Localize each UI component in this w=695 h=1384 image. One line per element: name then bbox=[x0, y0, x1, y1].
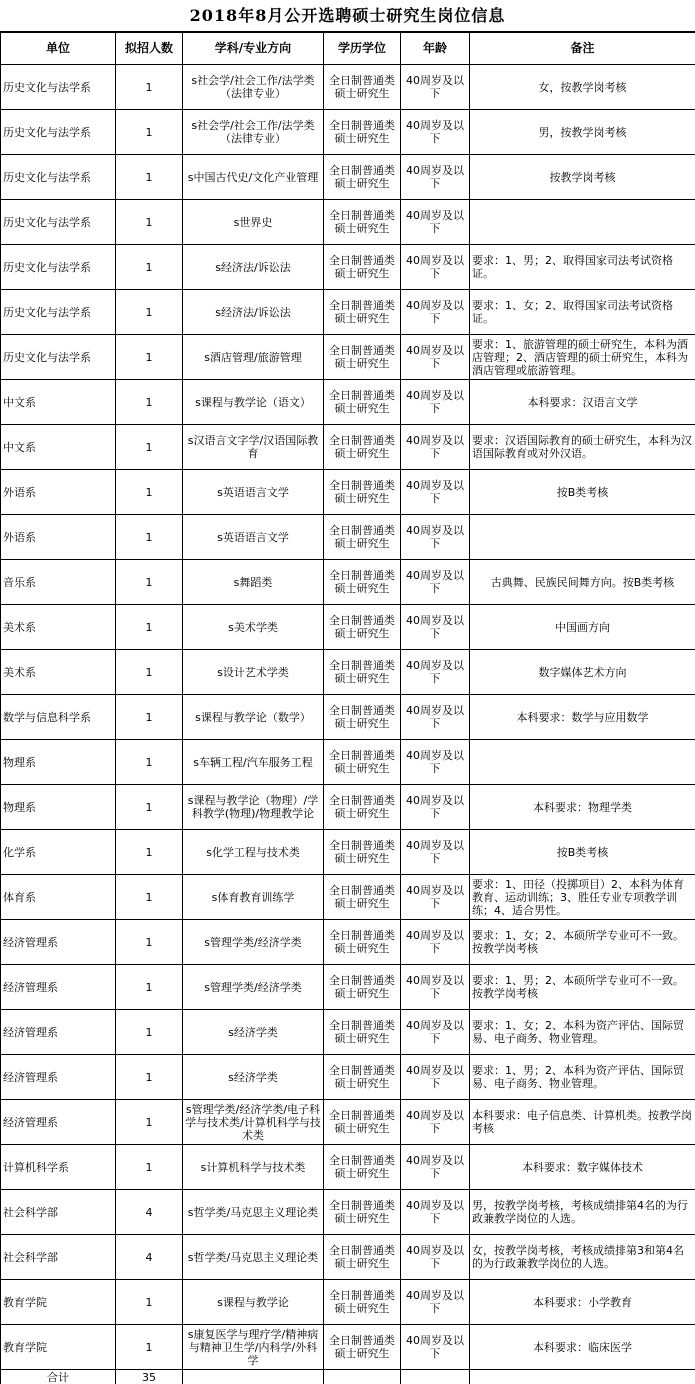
cell-major: s舞蹈类 bbox=[183, 560, 324, 605]
cell-num: 1 bbox=[116, 830, 183, 875]
cell-age: 40周岁及以下 bbox=[401, 110, 470, 155]
cell-num: 1 bbox=[116, 200, 183, 245]
total-num: 35 bbox=[116, 1370, 183, 1384]
cell-unit: 美术系 bbox=[1, 650, 116, 695]
cell-note: 要求：1、女；2、取得国家司法考试资格证。 bbox=[470, 290, 695, 335]
cell-degree: 全日制普通类硕士研究生 bbox=[324, 1280, 401, 1325]
cell-age: 40周岁及以下 bbox=[401, 740, 470, 785]
cell-degree: 全日制普通类硕士研究生 bbox=[324, 785, 401, 830]
table-row bbox=[1, 200, 695, 245]
cell-num: 1 bbox=[116, 560, 183, 605]
cell-degree: 全日制普通类硕士研究生 bbox=[324, 110, 401, 155]
cell-num: 1 bbox=[116, 155, 183, 200]
table-row bbox=[1, 560, 695, 605]
cell-degree: 全日制普通类硕士研究生 bbox=[324, 155, 401, 200]
cell-age: 40周岁及以下 bbox=[401, 335, 470, 380]
table-body bbox=[1, 65, 695, 1384]
cell-major: s经济学类 bbox=[183, 1055, 324, 1100]
cell-degree: 全日制普通类硕士研究生 bbox=[324, 1190, 401, 1235]
cell-num: 1 bbox=[116, 65, 183, 110]
cell-note: 本科要求：临床医学 bbox=[470, 1325, 695, 1370]
cell-age: 40周岁及以下 bbox=[401, 290, 470, 335]
cell-note: 要求：1、女；2、本科为资产评估、国际贸易、电子商务、物业管理。 bbox=[470, 1010, 695, 1055]
cell-note: 要求：1、男；2、本硕所学专业可不一致。按教学岗考核 bbox=[470, 965, 695, 1010]
cell-degree: 全日制普通类硕士研究生 bbox=[324, 1145, 401, 1190]
cell-unit: 计算机科学系 bbox=[1, 1145, 116, 1190]
cell-note: 按B类考核 bbox=[470, 830, 695, 875]
table-row bbox=[1, 965, 695, 1010]
cell-degree: 全日制普通类硕士研究生 bbox=[324, 1100, 401, 1145]
cell-degree: 全日制普通类硕士研究生 bbox=[324, 875, 401, 920]
cell-degree: 全日制普通类硕士研究生 bbox=[324, 1055, 401, 1100]
cell-degree: 全日制普通类硕士研究生 bbox=[324, 65, 401, 110]
cell-age: 40周岁及以下 bbox=[401, 875, 470, 920]
cell-major: s管理学类/经济学类 bbox=[183, 965, 324, 1010]
cell-note: 要求：汉语国际教育的硕士研究生，本科为汉语国际教育或对外汉语。 bbox=[470, 425, 695, 470]
cell-note: 男，按教学岗考核，考核成绩排第4名的为行政兼教学岗位的人选。 bbox=[470, 1190, 695, 1235]
total-empty-cell bbox=[183, 1370, 324, 1384]
total-row bbox=[1, 1370, 695, 1384]
cell-num: 1 bbox=[116, 290, 183, 335]
table-row bbox=[1, 1280, 695, 1325]
cell-major: s课程与教学论 bbox=[183, 1280, 324, 1325]
cell-age: 40周岁及以下 bbox=[401, 1010, 470, 1055]
cell-num: 1 bbox=[116, 875, 183, 920]
cell-note bbox=[470, 515, 695, 560]
cell-num: 1 bbox=[116, 335, 183, 380]
cell-unit: 历史文化与法学系 bbox=[1, 200, 116, 245]
cell-major: s英语语言文学 bbox=[183, 515, 324, 560]
cell-age: 40周岁及以下 bbox=[401, 380, 470, 425]
table-row bbox=[1, 380, 695, 425]
cell-age: 40周岁及以下 bbox=[401, 1325, 470, 1370]
cell-age: 40周岁及以下 bbox=[401, 1100, 470, 1145]
cell-major: s经济法/诉讼法 bbox=[183, 245, 324, 290]
cell-age: 40周岁及以下 bbox=[401, 650, 470, 695]
cell-age: 40周岁及以下 bbox=[401, 965, 470, 1010]
cell-age: 40周岁及以下 bbox=[401, 425, 470, 470]
cell-major: s康复医学与理疗学/精神病与精神卫生学/内科学/外科学 bbox=[183, 1325, 324, 1370]
total-empty-cell bbox=[401, 1370, 470, 1384]
cell-note: 中国画方向 bbox=[470, 605, 695, 650]
cell-age: 40周岁及以下 bbox=[401, 245, 470, 290]
cell-num: 1 bbox=[116, 785, 183, 830]
table-row bbox=[1, 335, 695, 380]
table-row bbox=[1, 1010, 695, 1055]
table-row bbox=[1, 650, 695, 695]
cell-unit: 历史文化与法学系 bbox=[1, 110, 116, 155]
table-row bbox=[1, 695, 695, 740]
cell-age: 40周岁及以下 bbox=[401, 1055, 470, 1100]
cell-note: 女，按教学岗考核，考核成绩排第3和第4名的为行政兼教学岗位的人选。 bbox=[470, 1235, 695, 1280]
cell-num: 1 bbox=[116, 1145, 183, 1190]
table-row bbox=[1, 155, 695, 200]
cell-degree: 全日制普通类硕士研究生 bbox=[324, 425, 401, 470]
cell-major: s社会学/社会工作/法学类（法律专业） bbox=[183, 110, 324, 155]
table-row bbox=[1, 290, 695, 335]
cell-unit: 美术系 bbox=[1, 605, 116, 650]
cell-major: s中国古代史/文化产业管理 bbox=[183, 155, 324, 200]
cell-unit: 经济管理系 bbox=[1, 1055, 116, 1100]
cell-degree: 全日制普通类硕士研究生 bbox=[324, 605, 401, 650]
cell-note: 本科要求：电子信息类、计算机类。按教学岗考核 bbox=[470, 1100, 695, 1145]
cell-age: 40周岁及以下 bbox=[401, 1190, 470, 1235]
cell-unit: 中文系 bbox=[1, 380, 116, 425]
header-unit: 单位 bbox=[1, 33, 116, 65]
cell-unit: 经济管理系 bbox=[1, 1010, 116, 1055]
table-row bbox=[1, 245, 695, 290]
header-num: 拟招人数 bbox=[116, 33, 183, 65]
cell-unit: 中文系 bbox=[1, 425, 116, 470]
cell-unit: 化学系 bbox=[1, 830, 116, 875]
cell-degree: 全日制普通类硕士研究生 bbox=[324, 965, 401, 1010]
table-row bbox=[1, 110, 695, 155]
cell-age: 40周岁及以下 bbox=[401, 695, 470, 740]
cell-num: 1 bbox=[116, 605, 183, 650]
cell-age: 40周岁及以下 bbox=[401, 1235, 470, 1280]
cell-major: s哲学类/马克思主义理论类 bbox=[183, 1190, 324, 1235]
total-empty-cell bbox=[470, 1370, 695, 1384]
cell-note: 本科要求：小学教育 bbox=[470, 1280, 695, 1325]
cell-age: 40周岁及以下 bbox=[401, 155, 470, 200]
header-age: 年龄 bbox=[401, 33, 470, 65]
cell-num: 1 bbox=[116, 425, 183, 470]
cell-degree: 全日制普通类硕士研究生 bbox=[324, 560, 401, 605]
cell-num: 1 bbox=[116, 470, 183, 515]
cell-note: 数字媒体艺术方向 bbox=[470, 650, 695, 695]
cell-degree: 全日制普通类硕士研究生 bbox=[324, 515, 401, 560]
cell-num: 1 bbox=[116, 740, 183, 785]
cell-age: 40周岁及以下 bbox=[401, 785, 470, 830]
cell-degree: 全日制普通类硕士研究生 bbox=[324, 650, 401, 695]
cell-note: 古典舞、民族民间舞方向。按B类考核 bbox=[470, 560, 695, 605]
table-row bbox=[1, 785, 695, 830]
table-row bbox=[1, 1190, 695, 1235]
table-row bbox=[1, 1055, 695, 1100]
cell-degree: 全日制普通类硕士研究生 bbox=[324, 200, 401, 245]
cell-unit: 经济管理系 bbox=[1, 1100, 116, 1145]
cell-degree: 全日制普通类硕士研究生 bbox=[324, 1010, 401, 1055]
table-row bbox=[1, 1145, 695, 1190]
positions-table bbox=[0, 32, 695, 1384]
cell-unit: 物理系 bbox=[1, 785, 116, 830]
cell-note: 本科要求：物理学类 bbox=[470, 785, 695, 830]
cell-unit: 体育系 bbox=[1, 875, 116, 920]
cell-degree: 全日制普通类硕士研究生 bbox=[324, 740, 401, 785]
cell-age: 40周岁及以下 bbox=[401, 515, 470, 560]
cell-unit: 历史文化与法学系 bbox=[1, 290, 116, 335]
header-row bbox=[1, 33, 695, 65]
cell-major: s世界史 bbox=[183, 200, 324, 245]
cell-degree: 全日制普通类硕士研究生 bbox=[324, 380, 401, 425]
cell-unit: 物理系 bbox=[1, 740, 116, 785]
cell-major: s课程与教学论（语文） bbox=[183, 380, 324, 425]
cell-major: s管理学类/经济学类 bbox=[183, 920, 324, 965]
table-row bbox=[1, 1235, 695, 1280]
cell-unit: 社会科学部 bbox=[1, 1190, 116, 1235]
cell-unit: 历史文化与法学系 bbox=[1, 245, 116, 290]
cell-note: 要求：1、田径（投掷项目）2、本科为体育教育、运动训练；3、胜任专业专项教学训练；4、适合男性。 bbox=[470, 875, 695, 920]
table-row bbox=[1, 875, 695, 920]
cell-degree: 全日制普通类硕士研究生 bbox=[324, 1325, 401, 1370]
cell-major: s经济法/诉讼法 bbox=[183, 290, 324, 335]
cell-unit: 历史文化与法学系 bbox=[1, 65, 116, 110]
cell-degree: 全日制普通类硕士研究生 bbox=[324, 1235, 401, 1280]
cell-unit: 教育学院 bbox=[1, 1325, 116, 1370]
table-row bbox=[1, 1325, 695, 1370]
table-row bbox=[1, 425, 695, 470]
cell-major: s课程与教学论（数学） bbox=[183, 695, 324, 740]
cell-note: 按教学岗考核 bbox=[470, 155, 695, 200]
cell-major: s汉语言文字学/汉语国际教育 bbox=[183, 425, 324, 470]
header-note: 备注 bbox=[470, 33, 695, 65]
cell-num: 1 bbox=[116, 380, 183, 425]
cell-unit: 社会科学部 bbox=[1, 1235, 116, 1280]
cell-num: 1 bbox=[116, 695, 183, 740]
cell-note: 要求：1、男；2、取得国家司法考试资格证。 bbox=[470, 245, 695, 290]
cell-degree: 全日制普通类硕士研究生 bbox=[324, 290, 401, 335]
cell-age: 40周岁及以下 bbox=[401, 1145, 470, 1190]
cell-age: 40周岁及以下 bbox=[401, 830, 470, 875]
table-row bbox=[1, 1100, 695, 1145]
cell-num: 1 bbox=[116, 110, 183, 155]
cell-major: s酒店管理/旅游管理 bbox=[183, 335, 324, 380]
table-row bbox=[1, 605, 695, 650]
cell-num: 1 bbox=[116, 245, 183, 290]
total-empty-cell bbox=[324, 1370, 401, 1384]
table-row bbox=[1, 470, 695, 515]
cell-unit: 经济管理系 bbox=[1, 965, 116, 1010]
cell-note: 女，按教学岗考核 bbox=[470, 65, 695, 110]
header-major: 学科/专业方向 bbox=[183, 33, 324, 65]
cell-age: 40周岁及以下 bbox=[401, 470, 470, 515]
cell-major: s哲学类/马克思主义理论类 bbox=[183, 1235, 324, 1280]
cell-note: 本科要求：汉语言文学 bbox=[470, 380, 695, 425]
cell-degree: 全日制普通类硕士研究生 bbox=[324, 335, 401, 380]
cell-major: s英语语言文学 bbox=[183, 470, 324, 515]
table-row bbox=[1, 65, 695, 110]
cell-major: s化学工程与技术类 bbox=[183, 830, 324, 875]
cell-unit: 外语系 bbox=[1, 515, 116, 560]
cell-degree: 全日制普通类硕士研究生 bbox=[324, 695, 401, 740]
cell-age: 40周岁及以下 bbox=[401, 1280, 470, 1325]
cell-unit: 数学与信息科学系 bbox=[1, 695, 116, 740]
cell-note: 本科要求：数学与应用数学 bbox=[470, 695, 695, 740]
cell-num: 1 bbox=[116, 515, 183, 560]
cell-age: 40周岁及以下 bbox=[401, 605, 470, 650]
table-row bbox=[1, 830, 695, 875]
cell-major: s课程与教学论（物理）/学科教学(物理)/物理教学论 bbox=[183, 785, 324, 830]
cell-major: s设计艺术学类 bbox=[183, 650, 324, 695]
page-title: 2018年8月公开选聘硕士研究生岗位信息 bbox=[0, 0, 695, 32]
cell-age: 40周岁及以下 bbox=[401, 920, 470, 965]
cell-degree: 全日制普通类硕士研究生 bbox=[324, 830, 401, 875]
cell-unit: 经济管理系 bbox=[1, 920, 116, 965]
cell-major: s社会学/社会工作/法学类（法律专业） bbox=[183, 65, 324, 110]
cell-degree: 全日制普通类硕士研究生 bbox=[324, 920, 401, 965]
cell-note: 本科要求：数字媒体技术 bbox=[470, 1145, 695, 1190]
cell-num: 4 bbox=[116, 1235, 183, 1280]
cell-major: s经济学类 bbox=[183, 1010, 324, 1055]
cell-degree: 全日制普通类硕士研究生 bbox=[324, 470, 401, 515]
cell-major: s管理学类/经济学类/电子科学与技术类/计算机科学与技术类 bbox=[183, 1100, 324, 1145]
cell-unit: 教育学院 bbox=[1, 1280, 116, 1325]
cell-age: 40周岁及以下 bbox=[401, 200, 470, 245]
cell-unit: 外语系 bbox=[1, 470, 116, 515]
cell-num: 4 bbox=[116, 1190, 183, 1235]
cell-num: 1 bbox=[116, 920, 183, 965]
cell-unit: 历史文化与法学系 bbox=[1, 155, 116, 200]
cell-note: 要求：1、女；2、本硕所学专业可不一致。按教学岗考核 bbox=[470, 920, 695, 965]
table-row bbox=[1, 920, 695, 965]
table-row bbox=[1, 515, 695, 560]
cell-note: 按B类考核 bbox=[470, 470, 695, 515]
cell-note bbox=[470, 740, 695, 785]
cell-num: 1 bbox=[116, 1100, 183, 1145]
cell-major: s体育教育训练学 bbox=[183, 875, 324, 920]
cell-num: 1 bbox=[116, 1055, 183, 1100]
cell-note: 男，按教学岗考核 bbox=[470, 110, 695, 155]
cell-major: s美术学类 bbox=[183, 605, 324, 650]
table-row bbox=[1, 740, 695, 785]
cell-note: 要求：1、旅游管理的硕士研究生，本科为酒店管理；2、酒店管理的硕士研究生，本科为酒店管理或旅游管理。 bbox=[470, 335, 695, 380]
cell-unit: 音乐系 bbox=[1, 560, 116, 605]
cell-num: 1 bbox=[116, 1280, 183, 1325]
cell-note: 要求：1、男；2、本科为资产评估、国际贸易、电子商务、物业管理。 bbox=[470, 1055, 695, 1100]
cell-degree: 全日制普通类硕士研究生 bbox=[324, 245, 401, 290]
cell-age: 40周岁及以下 bbox=[401, 560, 470, 605]
cell-num: 1 bbox=[116, 965, 183, 1010]
cell-major: s车辆工程/汽车服务工程 bbox=[183, 740, 324, 785]
cell-age: 40周岁及以下 bbox=[401, 65, 470, 110]
cell-note bbox=[470, 200, 695, 245]
total-label: 合计 bbox=[1, 1370, 116, 1384]
cell-unit: 历史文化与法学系 bbox=[1, 335, 116, 380]
header-degree: 学历学位 bbox=[324, 33, 401, 65]
cell-num: 1 bbox=[116, 650, 183, 695]
cell-num: 1 bbox=[116, 1010, 183, 1055]
cell-major: s计算机科学与技术类 bbox=[183, 1145, 324, 1190]
cell-num: 1 bbox=[116, 1325, 183, 1370]
